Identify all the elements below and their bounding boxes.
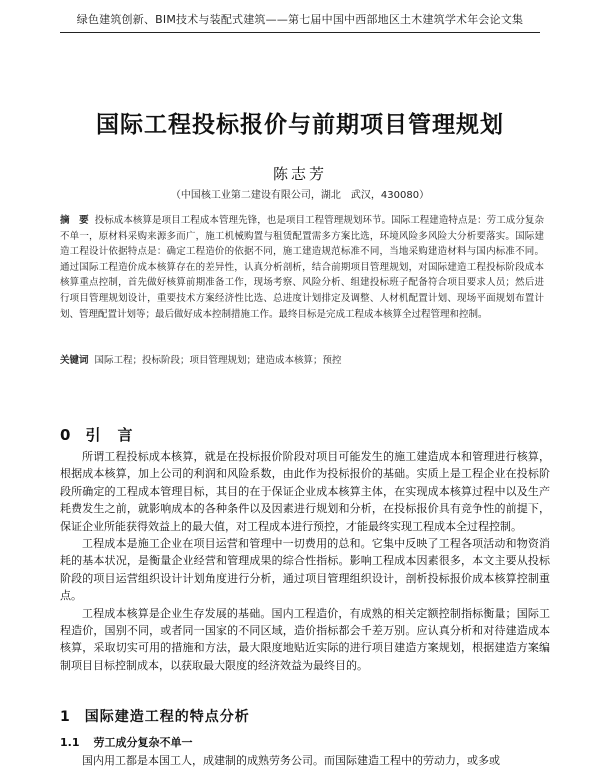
running-header: 绿色建筑创新、BIM技术与装配式建筑——第七届中国中西部地区土木建筑学术年会论文集 — [76, 13, 524, 26]
paragraph: 工程成本是施工企业在项目运营和管理中一切费用的总和。它集中反映了工程各项活动和物资消耗的基本状况，是衡量企业经营和管理成果的综合性指标。影响工程成本因素很多，本文主要从投标阶段的项目运营组织设计计划角度进行分析，通过项目管理组织设计，剖析投标报价成本核算控制重点。 — [60, 537, 550, 603]
header-rule — [60, 32, 540, 33]
subsection-1-1-heading — [60, 734, 193, 750]
section-1-heading — [60, 706, 250, 726]
paragraph: 工程成本核算是企业生存发展的基础。国内工程造价，有成熟的相关定额控制指标衡量；国际工程造价，国别不同，或者同一国家的不同区域，造价指标都会千差万别。应认真分析和对待建造成本核算，采取切实可用的措施和方法，最大限度地贴近实际的进行项目建造方案规划，根据建造方案编制项目目标控制成本，以获取最大限度的经济效益为最终目的。 — [60, 606, 550, 672]
body-last-line: 国内用工都是本国工人，成建制的成熟劳务公司。而国际建造工程中的劳动力，或多或 — [82, 754, 500, 767]
abstract-label: 摘 要 — [60, 215, 89, 226]
keywords-label: 关键词 — [60, 355, 89, 366]
section-1-number: 1 — [60, 709, 71, 725]
abstract-text: 投标成本核算是项目工程成本管理先锋，也是项目工程管理规划环节。国际工程建造特点是：劳工成分复杂不单一，原材料采购来源多而广，施工机械购置与租赁配置需多方案比选，环境风险多风险大分析要落实。国际建造工程设计依据特点是：确定工程造价的依据不同，施工建造规范标准不同，当地采购建造材料与国内标准不同。通过国际工程造价成本核算存在的差异性，认真分析剖析，结合前期项目管理规划，对国际建造工程投标阶段成本核算重点控制，首先做好核算前期准备工作，现场考察、风险分析、组建投标班子配备符合项目要求人员；然后进行项目管理规划设计，重要技术方案经济性比选、总进度计划排定及调整、人材机配置计划、现场平面规划布置计划、管理配置计划等；最后做好成本控制措施工作。最终目标是完成工程成本核算全过程管理和控制。 — [60, 215, 544, 320]
section-0-title: 引 言 — [85, 426, 134, 444]
section-1-title: 国际建造工程的特点分析 — [84, 709, 250, 725]
paragraph: 所谓工程投标成本核算，就是在投标报价阶段对项目可能发生的施工建造成本和管理进行核算，根据成本核算，加上公司的利润和风险系数，由此作为投标报价的基础。实质上是工程企业在投标阶段所确定的工程成本管理目标，其目的在于保证企业成本核算主体，在实现成本核算过程中以及生产耗费发生之前，就影响成本的各种条件以及因素进行规划和分析，在投标报价具有竞争性的前提下，保证企业所能获得效益上的最大值，对工程成本进行预控，才能最终实现工程成本全过程控制。 — [60, 450, 550, 533]
section-0-heading — [60, 424, 133, 445]
introduction-body — [60, 448, 550, 674]
section-0-number: 0 — [60, 426, 72, 444]
subsection-number: 1.1 — [60, 736, 80, 749]
subsection-title: 劳工成分复杂不单一 — [93, 736, 193, 749]
keywords-text: 国际工程；投标阶段；项目管理规划；建造成本核算；预控 — [94, 355, 342, 366]
paper-title: 国际工程投标报价与前期项目管理规划 — [96, 111, 504, 138]
author-affiliation: （中国核工业第二建设有限公司，湖北 武汉，430080） — [170, 190, 430, 201]
author-name: 陈志芳 — [272, 165, 327, 183]
keywords — [60, 352, 544, 366]
abstract — [60, 213, 544, 322]
